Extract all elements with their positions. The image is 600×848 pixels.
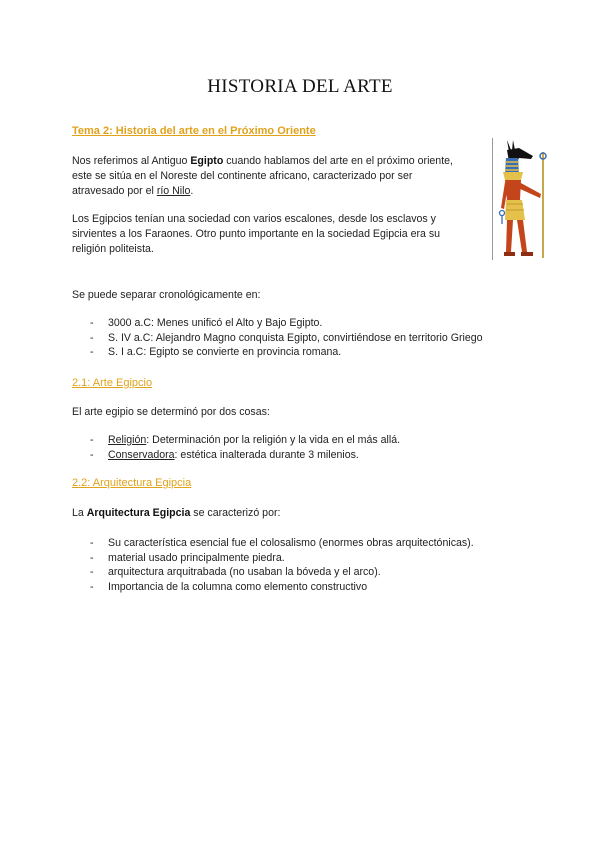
list-item: - Importancia de la columna como elemento constructivo xyxy=(90,580,474,595)
intro-text: cuando hablamos del arte en el próximo oriente, xyxy=(223,155,453,167)
intro-p2-line3: religión politeista. xyxy=(72,243,154,255)
intro-text: Nos referimos al Antiguo xyxy=(72,155,191,167)
list-item-text: : Determinación por la religión y la vida en el más allá. xyxy=(146,434,401,446)
intro-p2-line2: sirvientes a los Faraones. Otro punto importante en la sociedad Egipcia era su xyxy=(72,228,441,240)
intro-paragraph-2 xyxy=(72,212,440,257)
arquitectura-lead xyxy=(72,506,280,521)
section-heading-arquitectura: 2.2: Arquitectura Egipcia xyxy=(72,477,192,489)
conservadora-term: Conservadora xyxy=(108,448,175,461)
arquitectura-bold: Arquitectura Egipcia xyxy=(86,507,191,519)
list-item: - S. IV a.C: Alejandro Magno conquista Egipto, convirtiéndose en territorio Griego xyxy=(90,331,483,346)
religion-term: Religión xyxy=(108,434,147,446)
list-item: - material usado principalmente piedra. xyxy=(90,551,474,566)
chrono-list xyxy=(90,316,483,360)
arquitectura-list xyxy=(90,536,474,594)
intro-paragraph-1 xyxy=(72,154,453,199)
intro-p1-line2: este se sitúa en el Noreste del continente africano, caracterizado por ser xyxy=(72,170,413,182)
rio-nilo-underlined: río Nilo xyxy=(156,185,191,197)
list-item xyxy=(90,433,400,448)
section-heading-arte: 2.1: Arte Egipcio xyxy=(72,377,153,389)
arte-lead: El arte egipio se determinó por dos cosas: xyxy=(72,406,270,418)
list-item-text: : estética inalterada durante 3 milenios. xyxy=(174,448,359,461)
lead-text: La xyxy=(72,507,87,519)
intro-text: atravesado por el xyxy=(72,185,157,197)
anubis-figure-image xyxy=(493,138,553,260)
egipto-bold: Egipto xyxy=(190,155,224,167)
arte-list xyxy=(90,433,400,462)
intro-p1-line1 xyxy=(72,154,453,169)
intro-p2-line1: Los Egipcios tenían una sociedad con varios escalones, desde los esclavos y xyxy=(72,213,436,225)
section-heading-main: Tema 2: Historia del arte en el Próximo Oriente xyxy=(72,125,316,137)
intro-p1-line3 xyxy=(72,184,453,199)
lead-text: se caracterizó por: xyxy=(190,507,281,519)
chrono-lead: Se puede separar cronológicamente en: xyxy=(72,289,261,301)
intro-text: . xyxy=(190,185,194,197)
list-item: - arquitectura arquitrabada (no usaban la bóveda y el arco). xyxy=(90,565,474,580)
list-item: - S. I a.C: Egipto se convierte en provincia romana. xyxy=(90,345,483,360)
list-item xyxy=(90,448,400,463)
list-item: - 3000 a.C: Menes unificó el Alto y Bajo Egipto. xyxy=(90,316,483,331)
list-item: - Su característica esencial fue el colosalismo (enormes obras arquitectónicas). xyxy=(90,536,474,551)
page-title: HISTORIA DEL ARTE xyxy=(207,76,393,97)
